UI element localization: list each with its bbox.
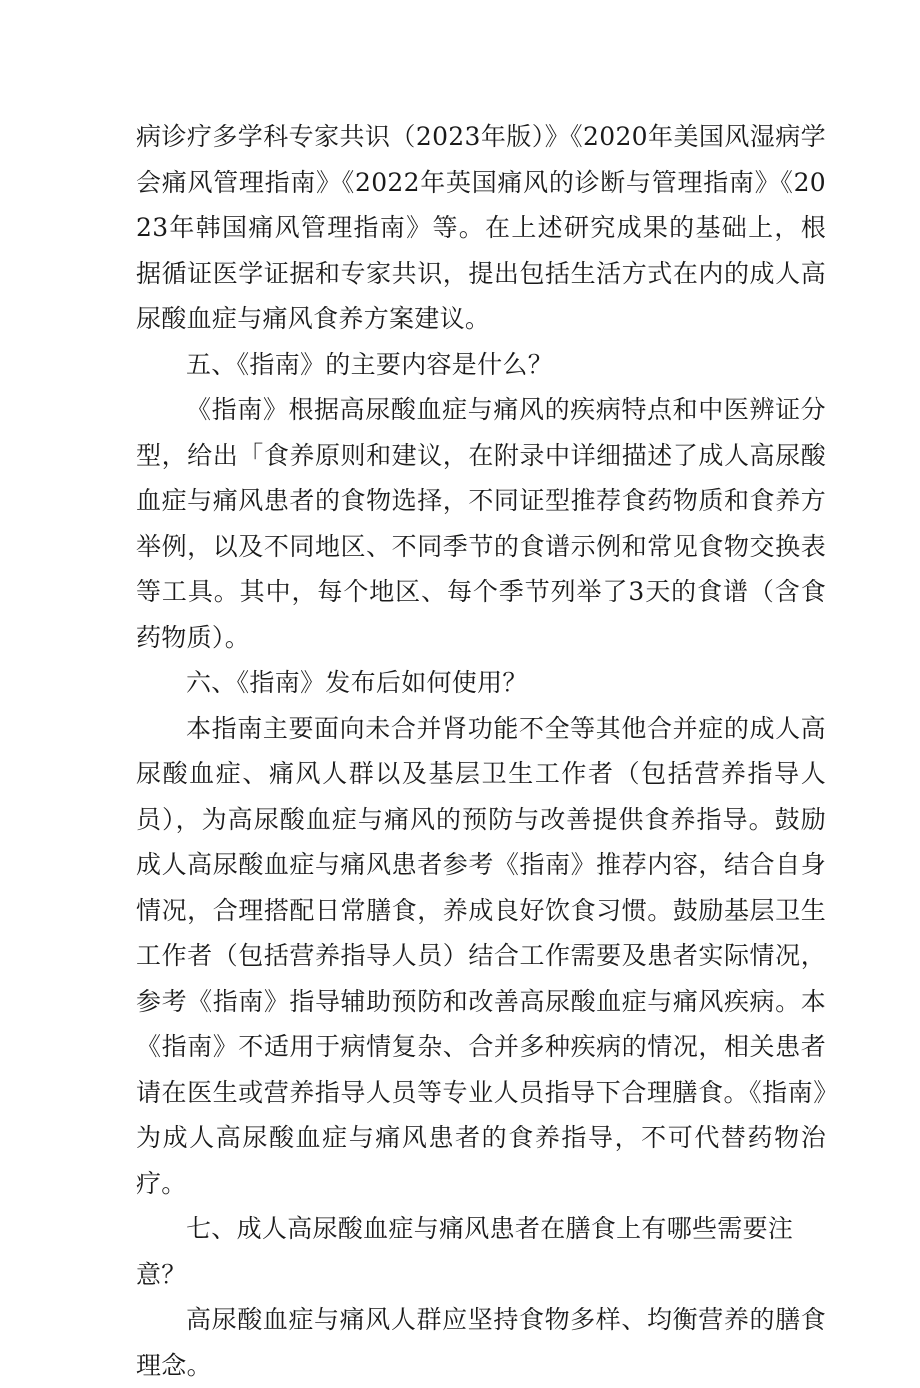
paragraph-usage: 本指南主要面向未合并肾功能不全等其他合并症的成人高尿酸血症、痛风人群以及基层卫生工作者（包括营养指导人员），为高尿酸血症与痛风的预防与改善提供食养指导。鼓励成人高尿酸血症与痛风患者参考《指南》推荐内容，结合自身情况，合理搭配日常膳食，养成良好饮食习惯。鼓励基层卫生工作者（包括营养指导人员）结合工作需要及患者实际情况，参考《指南》指导辅助预防和改善高尿酸血症与痛风疾病。本《指南》不适用于病情复杂、合并多种疾病的情况，相关患者请在医生或营养指导人员等专业人员指导下合理膳食。《指南》为成人高尿酸血症与痛风患者的食养指导，不可代替药物治疗。 <box>136 713 826 1198</box>
document-body <box>136 114 826 1388</box>
section-heading-7: 七、成人高尿酸血症与痛风患者在膳食上有哪些需要注意？ <box>136 1214 794 1289</box>
paragraph-diet-principle: 高尿酸血症与痛风人群应坚持食物多样、均衡营养的膳食理念。 <box>136 1305 826 1380</box>
section-heading-5: 五、《指南》的主要内容是什么？ <box>186 349 554 379</box>
section-heading-6: 六、《指南》发布后如何使用？ <box>186 668 528 697</box>
paragraph-main-contents: 《指南》根据高尿酸血症与痛风的疾病特点和中医辨证分型，给出「食养原则和建议，在附录中详细描述了成人高尿酸血症与痛风患者的食物选择，不同证型推荐食药物质和食养方举例，以及不同地区、不同季节的食谱示例和常见食物交换表等工具。其中，每个地区、每个季节列举了3天的食谱（含食药物质）。 <box>136 395 826 652</box>
paragraph-guideline-references: 病诊疗多学科专家共识（2023年版）》《2020年美国风湿病学会痛风管理指南》《2022年英国痛风的诊断与管理指南》《2023年韩国痛风管理指南》等。在上述研究成果的基础上，根据循证医学证据和专家共识，提出包括生活方式在内的成人高尿酸血症与痛风食养方案建议。 <box>136 122 826 333</box>
